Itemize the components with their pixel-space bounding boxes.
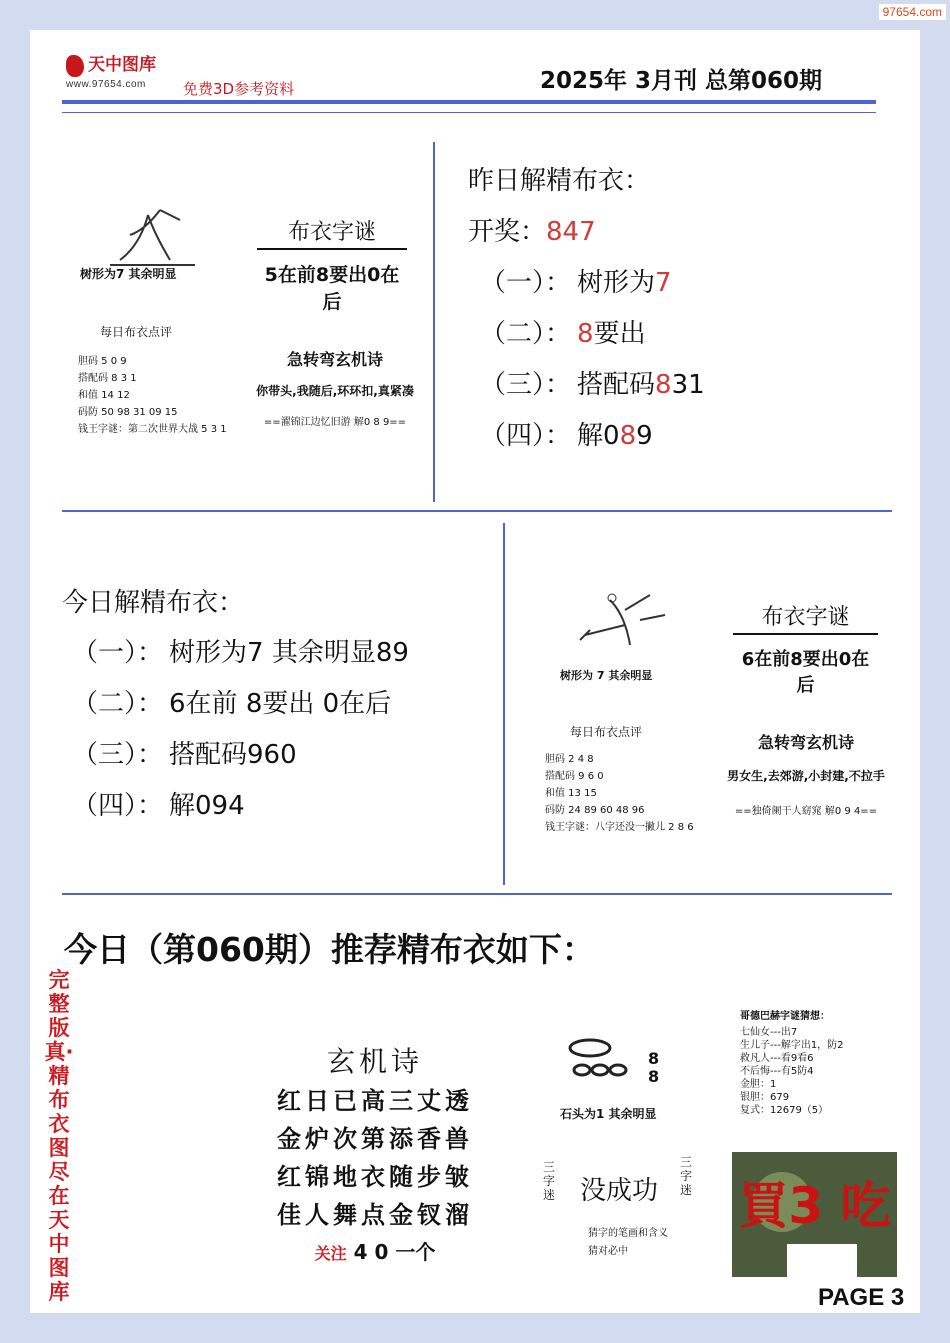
answer-text: 树形为 xyxy=(577,268,656,298)
guess-block xyxy=(740,1010,844,1117)
comment-line: 搭配码 9 6 0 xyxy=(545,771,604,782)
word-hint: 猜对必中 xyxy=(588,1246,628,1257)
comment-line: 和值 13 15 xyxy=(545,788,597,799)
poem-follow-label: 关注 xyxy=(314,1244,347,1263)
comment-line: 和值 14 12 xyxy=(78,390,130,401)
answer-highlight: 8 xyxy=(577,319,594,349)
comment-title: 每日布衣点评 xyxy=(570,725,643,739)
today-answer xyxy=(72,683,391,720)
guess-line: 生儿子---解字出1，防2 xyxy=(740,1040,844,1051)
word-hint: 猜字的笔画和含义 xyxy=(588,1228,668,1239)
today-answer xyxy=(72,734,297,771)
poem-line: 红日已高三丈透 xyxy=(277,1087,473,1115)
riddle-poem-text: 你带头,我随后,环环扣,真紧凑 xyxy=(256,384,414,398)
comment-line: 钱王字谜：八字还没一撇儿 2 8 6 xyxy=(545,822,694,833)
comment-line: 胆码 5 0 9 xyxy=(78,356,127,367)
comment-lines xyxy=(545,751,694,836)
today-title: 今日解精布衣： xyxy=(62,588,245,618)
poem-line: 红锦地衣随步皱 xyxy=(277,1163,473,1191)
answer-tail: 要出 xyxy=(593,319,646,349)
comment-line: 钱王字谜：第二次世界大战 5 3 1 xyxy=(78,424,227,435)
site-watermark: 97654.com xyxy=(879,4,946,20)
comment-line: 搭配码 8 3 1 xyxy=(78,373,137,384)
comment-line: 码防 50 98 31 09 15 xyxy=(78,407,178,418)
stone-sketch-icon xyxy=(560,1030,680,1090)
tree-sketch-icon xyxy=(570,590,670,660)
answer-label: （二）： xyxy=(480,319,572,349)
answer-text: 树形为7 其余明显89 xyxy=(169,638,409,668)
comment-line: 码防 24 89 60 48 96 xyxy=(545,805,645,816)
word-riddle xyxy=(540,1155,710,1260)
yesterday-title: 昨日解精布衣： xyxy=(468,166,651,196)
poem-follow-text: 4 0 一个 xyxy=(353,1240,436,1264)
yesterday-answer xyxy=(480,415,653,452)
word-main: 没成功 xyxy=(580,1176,659,1206)
issue-title: 2025年 3月刊 总第060期 xyxy=(540,68,823,94)
riddle-box-main: 6在前8要出0在后 xyxy=(741,649,870,696)
vertical-divider xyxy=(433,142,435,502)
site-logo[interactable] xyxy=(66,50,156,90)
answer-highlight: 8 xyxy=(619,421,637,451)
riddle-box-main: 5在前8要出0在后 xyxy=(264,264,400,313)
section-divider xyxy=(62,893,892,895)
header-divider-thin xyxy=(62,112,876,113)
section-divider xyxy=(62,510,892,512)
answer-text: 搭配码 xyxy=(577,370,656,400)
tagline: 免费3D参考资料 xyxy=(183,80,295,98)
answer-text: 搭配码960 xyxy=(169,740,297,770)
yesterday-puzzle-image xyxy=(70,195,414,455)
guess-line: 金胆：1 xyxy=(740,1079,777,1090)
answer-label: （二）： xyxy=(72,689,164,719)
guess-title: 哥德巴赫字谜猜想： xyxy=(740,1011,830,1022)
riddle-poem xyxy=(250,347,420,428)
answer-label: （四）： xyxy=(72,791,164,821)
stone-caption: 石头为1 其余明显 xyxy=(560,1107,657,1121)
answer-highlight: 8 xyxy=(655,370,672,400)
answer-text: 解0 xyxy=(577,421,620,451)
riddle-poem-title: 急转弯玄机诗 xyxy=(757,733,854,752)
promo-image-text: 買3 吃 xyxy=(738,1177,891,1235)
today-answer xyxy=(72,785,245,822)
answer-label: （三）： xyxy=(72,740,164,770)
riddle-poem-title: 急转弯玄机诗 xyxy=(286,350,383,369)
answer-tail: 31 xyxy=(671,370,705,400)
comment-lines xyxy=(78,353,227,438)
recommend-title: 今日（第060期）推荐精布衣如下： xyxy=(64,930,595,969)
riddle-poem-text: 男女生,去郊游,小封建,不拉手 xyxy=(727,769,885,783)
answer-text: 6在前 8要出 0在后 xyxy=(169,689,392,719)
comment-line: 胆码 2 4 8 xyxy=(545,754,594,765)
riddle-poem-note: ==独倚阑干人窈窕 解0 9 4== xyxy=(734,806,878,817)
yesterday-answer xyxy=(480,364,705,401)
word-side-right: 三字迷 xyxy=(680,1155,693,1197)
answer-tail: 9 xyxy=(636,421,653,451)
guess-line: 七仙女---出7 xyxy=(740,1027,798,1038)
today-puzzle-image xyxy=(540,585,885,845)
mystery-poem xyxy=(250,1040,500,1265)
vertical-divider xyxy=(503,523,505,885)
draw-value: 847 xyxy=(546,217,596,247)
poem-line: 佳人舞点金钗溜 xyxy=(277,1201,473,1229)
logo-name: 天中图库 xyxy=(88,55,156,75)
guess-line: 不后悔---有5防4 xyxy=(740,1066,814,1077)
vertical-banner: 完整版真·精布衣图尽在天中图库 xyxy=(44,968,74,1304)
riddle-box xyxy=(257,215,407,314)
stone-digits: 8 8 xyxy=(648,1049,660,1086)
riddle-poem-note: ==濯锦江边忆旧游 解0 8 9== xyxy=(263,417,407,428)
draw-result xyxy=(468,211,596,248)
answer-label: （一）： xyxy=(72,638,164,668)
stone-riddle xyxy=(560,1030,700,1130)
guess-line: 救凡人---看9看6 xyxy=(740,1053,814,1064)
answer-label: （三）： xyxy=(480,370,572,400)
answer-highlight: 7 xyxy=(655,268,672,298)
guess-line: 复式：12679（5） xyxy=(740,1105,829,1116)
riddle-box-title: 布衣字谜 xyxy=(733,600,878,635)
promo-image xyxy=(732,1152,897,1277)
riddle-poem xyxy=(726,730,886,817)
page-number: PAGE 3 xyxy=(818,1284,905,1311)
today-answer xyxy=(72,632,409,669)
guess-line: 银胆：679 xyxy=(740,1092,790,1103)
answer-label: （四）： xyxy=(480,421,572,451)
riddle-caption: 树形为 7 其余明显 xyxy=(560,669,653,682)
answer-text: 解094 xyxy=(169,791,245,821)
header-divider xyxy=(62,100,876,104)
mystery-poem-title: 玄机诗 xyxy=(326,1045,423,1078)
riddle-caption: 树形为7 其余明显 xyxy=(80,267,177,281)
promo-image-mask xyxy=(787,1244,857,1277)
comment-title: 每日布衣点评 xyxy=(100,325,173,339)
word-side-left: 三字迷 xyxy=(543,1160,556,1202)
yesterday-answer xyxy=(480,262,672,299)
logo-url: www.97654.com xyxy=(66,78,146,90)
yesterday-answer xyxy=(480,313,646,350)
riddle-box-title: 布衣字谜 xyxy=(257,215,407,250)
draw-label: 开奖： xyxy=(468,217,547,247)
poem-line: 金炉次第添香兽 xyxy=(277,1125,473,1153)
answer-label: （一）： xyxy=(480,268,572,298)
logo-icon xyxy=(66,55,84,77)
riddle-box xyxy=(733,600,878,697)
poem-follow xyxy=(250,1236,500,1265)
